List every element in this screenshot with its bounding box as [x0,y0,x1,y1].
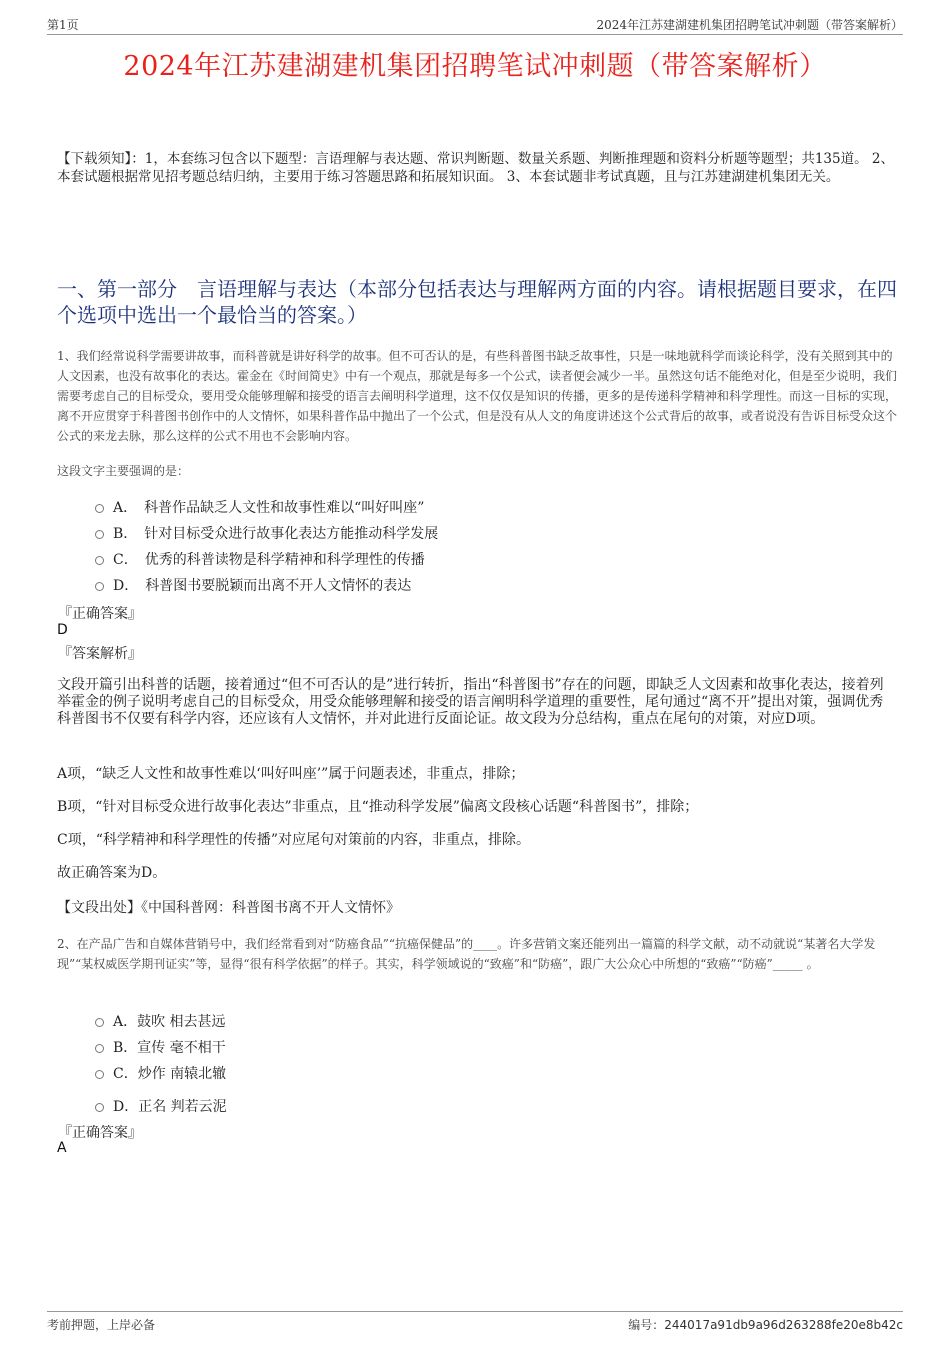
analysis-option-b: B项，“针对目标受众进行故事化表达”非重点，且“推动科学发展”偏离文段核心话题“科普图书”，排除； [57,799,699,815]
option-label: C．炒作 南辕北辙 [113,1066,227,1082]
page-header [47,14,903,35]
footer-code [628,1316,903,1333]
question-2-text: 2、在产品广告和自媒体营销号中，我们经常看到对“防癌食品”“抗癌保健品”的____。许多营销文案还能列出一篇篇的科学文献，动不动就说“某著名大学发现”“某权威医学期刊证实”等，显得“很有科学依据”的样子。其实，科学领域说的“致癌”和“防癌”，跟广大公众心中所想的“致癌”“防癌”_____ 。 [57,937,876,971]
correct-answer: D [57,622,68,638]
option-c[interactable] [95,1063,226,1085]
answer-label: 『正确答案』 [58,606,142,622]
page-number: 第1页 [47,18,79,32]
download-notice: 【下载须知】：1，本套练习包含以下题型：言语理解与表达题、常识判断题、数量关系题、判断推理题和资料分析题等题型；共135道。 2、本套试题根据常见招考题总结归纳，主要用于练习答题思路和拓展知识面。 3、本套试题非考试真题，且与江苏建湖建机集团无关。 [57,151,894,185]
analysis-option-c: C项，“科学精神和科学理性的传播”对应尾句对策前的内容，非重点，排除。 [57,832,531,848]
option-label: A． 科普作品缺乏人文性和故事性难以“叫好叫座” [113,500,425,516]
radio-icon[interactable] [95,1044,104,1053]
page-title: 2024年江苏建湖建机集团招聘笔试冲刺题（带答案解析） [123,51,827,82]
analysis-conclusion: 故正确答案为D。 [57,865,167,881]
header-doc-title: 2024年江苏建湖建机集团招聘笔试冲刺题（带答案解析） [596,18,903,32]
option-b[interactable] [95,523,438,545]
radio-icon[interactable] [95,556,104,565]
code-label: 编号： [628,1318,665,1332]
section-title: 一、第一部分 言语理解与表达（本部分包括表达与理解两方面的内容。请根据题目要求，在四个选项中选出一个最恰当的答案。） [57,277,897,327]
code-value: 244017a91db9a96d263288fe20e8b42c [664,1318,903,1332]
page-footer [47,1311,903,1332]
option-label: D．正名 判若云泥 [113,1099,227,1115]
option-d[interactable] [95,575,411,597]
option-label: C． 优秀的科普读物是科学精神和科学理性的传播 [113,552,425,568]
option-label: D． 科普图书要脱颖而出离不开人文情怀的表达 [113,578,412,594]
analysis-option-a: A项，“缺乏人文性和故事性难以‘叫好叫座’”属于问题表述，非重点，排除； [57,766,525,782]
correct-answer: A [57,1140,67,1156]
question-1-stem: 这段文字主要强调的是： [57,464,190,478]
analysis-label: 『答案解析』 [58,646,142,662]
radio-icon[interactable] [95,1070,104,1079]
option-label: B． 针对目标受众进行故事化表达方能推动科学发展 [113,526,439,542]
radio-icon[interactable] [95,504,104,513]
answer-label: 『正确答案』 [58,1125,142,1141]
radio-icon[interactable] [95,530,104,539]
option-d[interactable] [95,1096,227,1118]
question-1-text: 1、我们经常说科学需要讲故事，而科普就是讲好科学的故事。但不可否认的是，有些科普图书缺乏故事性，只是一味地就科学而谈论科学，没有关照到其中的人文因素，也没有故事化的表达。霍金在《时间简史》中有一个观点，那就是每多一个公式，读者便会减少一半。虽然这句话不能绝对化，但是至少说明，我们需要考虑自己的目标受众，要用受众能够理解和接受的语言去阐明科学道理，这不仅仅是知识的传播，更多的是传递科学精神和科学理性。而这一目标的实现，离不开应贯穿于科普图书创作中的人文情怀，如果科普作品中抛出了一个公式，但是没有从人文的角度讲述这个公式背后的故事，或者说没有告诉目标受众这个公式的来龙去脉，那么这样的公式不用也不会影响内容。 [57,349,898,443]
option-a[interactable] [95,497,424,519]
option-label: B．宣传 毫不相干 [113,1040,226,1056]
analysis-text: 文段开篇引出科普的话题，接着通过“但不可否认的是”进行转折，指出“科普图书”存在的问题，即缺乏人文因素和故事化表达，接着列举霍金的例子说明考虑自己的目标受众，用受众能够理解和接受的语言阐明科学道理的重要性，尾句通过“离不开”提出对策，强调优秀科普图书不仅要有科学内容，还应该有人文情怀，并对此进行反面论证。故文段为分总结构，重点在尾句的对策，对应D项。 [57,677,884,727]
footer-slogan: 考前押题，上岸必备 [47,1318,156,1332]
radio-icon[interactable] [95,582,104,591]
option-a[interactable] [95,1011,226,1033]
radio-icon[interactable] [95,1018,104,1027]
radio-icon[interactable] [95,1103,104,1112]
option-label: A．鼓吹 相去甚远 [113,1014,226,1030]
option-b[interactable] [95,1037,226,1059]
option-c[interactable] [95,549,425,571]
passage-source: 【文段出处】《中国科普网：科普图书离不开人文情怀》 [57,900,400,916]
